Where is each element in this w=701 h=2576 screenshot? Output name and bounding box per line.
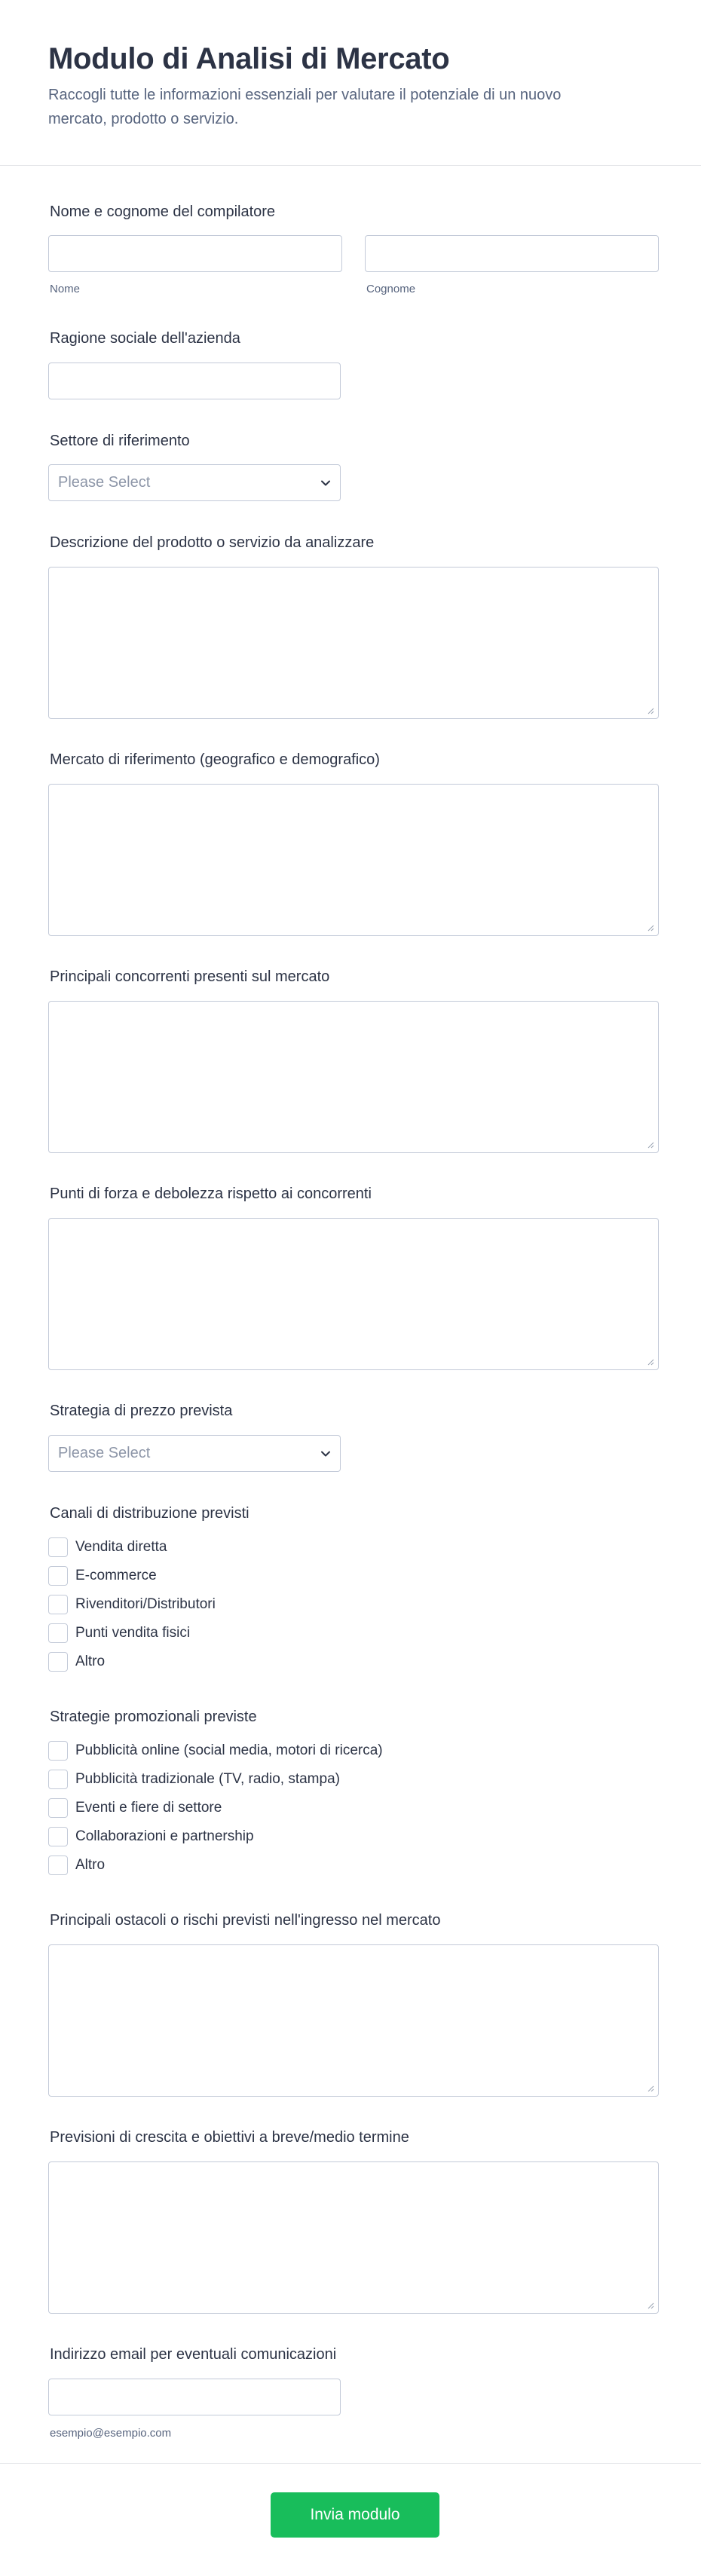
page-description: Raccogli tutte le informazioni essenziali per valutare il potenziale di un nuovo mercato, prodotto o servizio. [48, 87, 562, 127]
option-label: E-commerce [75, 1568, 157, 1583]
target-market-textarea[interactable] [48, 784, 659, 936]
risks-textarea[interactable] [48, 1944, 659, 2097]
email-label: Indirizzo email per eventuali comunicazioni [50, 2346, 337, 2363]
option-label: Vendita diretta [75, 1539, 167, 1555]
competitors-textarea[interactable] [48, 1001, 659, 1153]
resize-grip-icon[interactable] [647, 707, 654, 714]
first-name-input[interactable] [48, 235, 342, 272]
checkbox[interactable] [48, 1856, 68, 1875]
distribution-option[interactable] [48, 1595, 576, 1614]
option-label: Altro [75, 1654, 106, 1669]
option-label: Altro [75, 1857, 106, 1873]
option-label: Eventi e fiere di settore [75, 1800, 222, 1816]
resize-grip-icon[interactable] [647, 1358, 654, 1366]
promotion-option[interactable] [48, 1827, 576, 1846]
first-name-sublabel: Nome [50, 283, 81, 295]
product-description-textarea[interactable] [48, 567, 659, 719]
distribution-label: Canali di distribuzione previsti [50, 1505, 249, 1522]
promotion-option[interactable] [48, 1770, 576, 1789]
sector-label: Settore di riferimento [50, 433, 190, 449]
promotion-option[interactable] [48, 1856, 576, 1875]
form-header [0, 0, 701, 166]
last-name-sublabel: Cognome [366, 283, 416, 295]
distribution-option[interactable] [48, 1623, 576, 1643]
pricing-field [48, 1403, 659, 1474]
risks-label: Principali ostacoli o rischi previsti nell'ingresso nel mercato [50, 1912, 441, 1929]
strengths-weaknesses-field [48, 1186, 659, 1374]
email-input[interactable] [48, 2379, 341, 2415]
option-label: Pubblicità tradizionale (TV, radio, stampa) [75, 1771, 340, 1787]
company-input[interactable] [48, 363, 341, 399]
sector-select[interactable] [48, 464, 341, 501]
page-title: Modulo di Analisi di Mercato [48, 42, 450, 75]
resize-grip-icon[interactable] [647, 1141, 654, 1149]
checkbox[interactable] [48, 1652, 68, 1672]
full-name-label: Nome e cognome del compilatore [50, 203, 276, 220]
option-label: Rivenditori/Distributori [75, 1596, 216, 1612]
checkbox[interactable] [48, 1566, 68, 1586]
option-label: Collaborazioni e partnership [75, 1828, 254, 1844]
risks-field [48, 1912, 659, 2100]
checkbox[interactable] [48, 1827, 68, 1846]
checkbox[interactable] [48, 1741, 68, 1761]
company-field [48, 330, 659, 402]
distribution-option[interactable] [48, 1537, 576, 1557]
promotion-option[interactable] [48, 1741, 576, 1761]
distribution-option[interactable] [48, 1566, 576, 1586]
growth-field [48, 2129, 659, 2317]
promotion-field [48, 1709, 659, 1882]
sector-placeholder: Please Select [58, 474, 151, 491]
growth-label: Previsioni di crescita e obiettivi a breve/medio termine [50, 2129, 409, 2146]
chevron-down-icon [319, 1447, 332, 1461]
chevron-down-icon [319, 476, 332, 490]
distribution-field [48, 1505, 659, 1678]
company-label: Ragione sociale dell'azienda [50, 330, 240, 347]
growth-textarea[interactable] [48, 2161, 659, 2314]
competitors-label: Principali concorrenti presenti sul mercato [50, 968, 330, 985]
target-market-field [48, 751, 659, 940]
resize-grip-icon[interactable] [647, 2302, 654, 2309]
email-sublabel: esempio@esempio.com [50, 2427, 172, 2440]
resize-grip-icon[interactable] [647, 2085, 654, 2092]
competitors-field [48, 968, 659, 1157]
resize-grip-icon[interactable] [647, 924, 654, 932]
product-description-label: Descrizione del prodotto o servizio da analizzare [50, 534, 375, 551]
checkbox[interactable] [48, 1623, 68, 1643]
checkbox[interactable] [48, 1537, 68, 1557]
pricing-select[interactable] [48, 1435, 341, 1472]
pricing-label: Strategia di prezzo prevista [50, 1403, 233, 1419]
product-description-field [48, 534, 659, 723]
submit-button[interactable]: Invia modulo [271, 2492, 439, 2538]
pricing-placeholder: Please Select [58, 1445, 151, 1461]
target-market-label: Mercato di riferimento (geografico e demografico) [50, 751, 380, 768]
sector-field [48, 433, 659, 504]
promotion-label: Strategie promozionali previste [50, 1709, 257, 1725]
last-name-input[interactable] [365, 235, 659, 272]
promotion-option[interactable] [48, 1798, 576, 1818]
email-field [48, 2346, 659, 2444]
option-label: Punti vendita fisici [75, 1625, 191, 1641]
checkbox[interactable] [48, 1595, 68, 1614]
full-name-field [48, 203, 659, 301]
strengths-weaknesses-label: Punti di forza e debolezza rispetto ai concorrenti [50, 1186, 372, 1202]
form-footer [0, 2463, 701, 2576]
checkbox[interactable] [48, 1770, 68, 1789]
strengths-weaknesses-textarea[interactable] [48, 1218, 659, 1370]
checkbox[interactable] [48, 1798, 68, 1818]
distribution-option[interactable] [48, 1652, 576, 1672]
option-label: Pubblicità online (social media, motori di ricerca) [75, 1742, 383, 1758]
